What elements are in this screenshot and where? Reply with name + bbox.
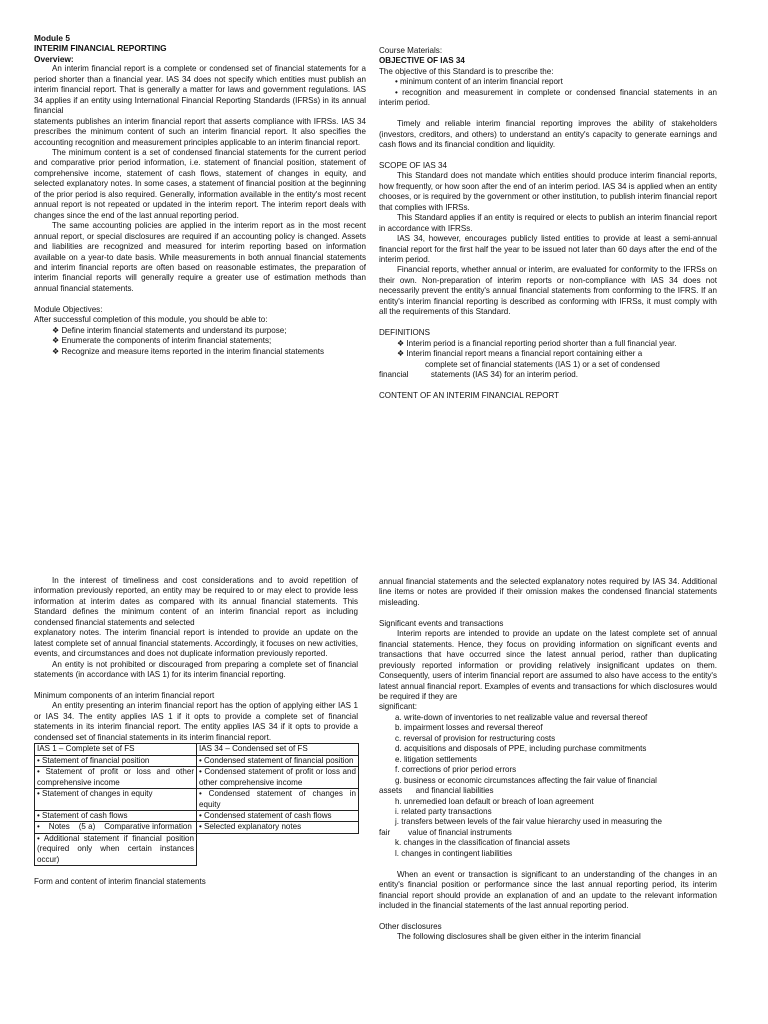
timely-paragraph: Timely and reliable interim financial reporting improves the ability of stakeholders (investors, creditors, and others) to understand an entity's capacity to generate earnings and cash flows and its financial condition and liquidity.	[379, 119, 717, 150]
table-cell: • Statement of cash flows	[35, 810, 197, 821]
list-item: f. corrections of prior period errors	[395, 765, 517, 775]
module-title: INTERIM FINANCIAL REPORTING	[34, 43, 167, 54]
page2-left-column	[34, 576, 358, 887]
overview-paragraph-1-cont: statements publishes an interim financial report that asserts compliance with IFRSs. IAS 34 prescribes the minimum content of such an interim financial report. It also specifies the accounting recognition and measurement principles applicable to an interim financial report.	[34, 116, 366, 147]
components-table	[34, 743, 359, 866]
list-item: c. reversal of provision for restructuring costs	[395, 733, 556, 743]
definition-interim-report-line-2: complete set of financial statements (IAS 1) or a set of condensed	[425, 359, 660, 369]
table-row	[35, 810, 359, 821]
minimum-components-heading: Minimum components of an interim financial report	[34, 690, 215, 700]
objective-bullet-1: • minimum content of an interim financial report	[395, 77, 563, 87]
not-prohibited-paragraph: An entity is not prohibited or discouraged from preparing a complete set of financial statements (in accordance with IAS 1) for its interim financial reporting.	[34, 659, 358, 680]
table-cell: • Condensed statement of cash flows	[197, 810, 359, 821]
list-item: d. acquisitions and disposals of PPE, including purchase commitments	[395, 744, 647, 754]
objective-item-1: ❖ Define interim financial statements and understand its purpose;	[52, 325, 287, 335]
list-item: e. litigation settlements	[395, 754, 477, 764]
list-item: i. related party transactions	[395, 806, 492, 816]
document-page-2	[0, 512, 768, 1024]
table-cell: • Statement of profit or loss and other comprehensive income	[35, 767, 197, 789]
table-cell: • Condensed statement of profit or loss and other comprehensive income	[197, 767, 359, 789]
table-cell: • Statement of changes in equity	[35, 789, 197, 811]
table-cell: • Statement of financial position	[35, 755, 197, 766]
definition-interim-report-line-3: financial statements (IAS 34) for an interim period.	[379, 370, 579, 379]
overview-paragraph-3: The same accounting policies are applied in the interim report as in the most recent annual report, or special disclosures are required if an accounting policy is changed. Assets and liabilities are recognized and measured for interim reporting based on information available on a year-to date basis. While measurements in both annual financial statements and interim financial reports are often based on reasonable estimates, the preparation of interim financial reports will generally require a greater use of estimation methods than annual financial statements.	[34, 221, 366, 293]
objective-intro: The objective of this Standard is to prescribe the:	[379, 66, 554, 76]
scope-paragraph-1: This Standard does not mandate which entities should produce interim financial reports, how frequently, or how soon after the end of an interim period. IAS 34 is applied when an entity chooses, or is required by the government or other institution, to publish interim financial report that complies with IFRSs.	[379, 171, 717, 212]
overview-label: Overview:	[34, 53, 74, 64]
table-cell: • Additional statement if financial position (required only when certain instances occur)	[35, 833, 197, 865]
list-item: k. changes in the classification of financial assets	[395, 838, 570, 848]
form-content-heading: Form and content of interim financial statements	[34, 876, 206, 886]
table-header-ias34: IAS 34 – Condensed set of FS	[197, 744, 359, 755]
objective-item-2: ❖ Enumerate the components of interim financial statements;	[52, 336, 272, 346]
scope-paragraph-2: This Standard applies if an entity is required or elects to publish an interim financial report in accordance with IFRSs.	[379, 213, 717, 233]
module-number: Module 5	[34, 33, 70, 43]
objective-item-3: ❖ Recognize and measure items reported in the interim financial statements	[52, 346, 324, 356]
table-row	[35, 767, 359, 789]
additional-items-paragraph: annual financial statements and the selected explanatory notes required by IAS 34. Additional line items or notes are provided if their omission makes the condensed financial statements misleading.	[379, 577, 717, 607]
table-row	[35, 833, 359, 865]
objectives-label: Module Objectives:	[34, 304, 103, 314]
significant-events-heading: Significant events and transactions	[379, 618, 504, 628]
objective-bullet-2: • recognition and measurement in complete or condensed financial statements in an interim period.	[379, 87, 717, 108]
table-cell-empty	[197, 833, 359, 865]
scope-paragraph-3: IAS 34, however, encourages publicly listed entities to provide at least a semi-annual financial report for the first half the year to be issued not later than 60 days after the end of the interim period.	[379, 234, 717, 265]
table-cell: • Condensed statement of changes in equity	[197, 789, 359, 811]
other-disclosures-heading: Other disclosures	[379, 921, 442, 931]
other-disclosures-paragraph: The following disclosures shall be given either in the interim financial	[397, 932, 641, 942]
objectives-intro: After successful completion of this module, you should be able to:	[34, 315, 268, 325]
list-item: h. unremedied loan default or breach of loan agreement	[395, 796, 594, 806]
significant-label: significant:	[379, 702, 418, 712]
list-item: b. impairment losses and reversal thereof	[395, 723, 543, 733]
scope-heading: SCOPE OF IAS 34	[379, 160, 447, 170]
definition-interim-report-line-1: ❖ Interim financial report means a financial report containing either a	[397, 349, 643, 359]
page2-right-column	[379, 577, 717, 943]
list-item: j. transfers between levels of the fair value hierarchy used in measuring the	[395, 817, 663, 827]
list-item-cont: fair value of financial instruments	[379, 827, 512, 837]
definitions-heading: DEFINITIONS	[379, 328, 430, 338]
minimum-components-paragraph: An entity presenting an interim financial report has the option of applying either IAS 1 or IAS 34. The entity applies IAS 1 if it opts to provide a complete set of financial statements in its interim financial report. The entity applies IAS 34 if it opts to provide a condensed set of financial statements in its interim financial report.	[34, 701, 358, 742]
content-heading: CONTENT OF AN INTERIM FINANCIAL REPORT	[379, 390, 560, 400]
scope-paragraph-4: Financial reports, whether annual or interim, are evaluated for conformity to the IFRSs on their own. Non-preparation of interim reports or non-compliance with IAS 34 does not necessarily prevent the entity's annual financial statements from conforming to the IFRS. If an entity's interim financial reporting is described as conforming with IFRSs, it must comply with all the requirements of this Standard.	[379, 265, 717, 317]
significant-events-paragraph: Interim reports are intended to provide an update on the latest complete set of annual financial statements. Hence, they focus on providing information on significant events and transactions that have occurred since the latest annual period, rather than duplicating previously reported information or providing relatively insignificant updates on them. Consequently, users of interim financial report are assumed to also have access to the entity's latest annual financial report. Examples of events and transactions for which disclosures would be required if they are	[379, 629, 717, 701]
table-row	[35, 755, 359, 766]
when-event-paragraph: When an event or transaction is significant to an understanding of the changes in an entity's financial position or performance since the last annual reporting period, its interim financial report should provide an explanation of and an update to the relevant information included in the financial statements of the last annual reporting period.	[379, 869, 717, 911]
table-cell: • Selected explanatory notes	[197, 822, 359, 833]
table-row	[35, 789, 359, 811]
overview-paragraph-1: An interim financial report is a complete or condensed set of financial statements for a period shorter than a financial year. IAS 34 does not specify which entities must publish an interim financial report. That is generally a matter for laws and government regulations. IAS 34 applies if an entity using International Financial Reporting Standards (IFRSs) in its annual financial	[34, 64, 366, 116]
page1-left-column	[34, 33, 366, 357]
list-item: a. write-down of inventories to net realizable value and reversal thereof	[395, 712, 648, 722]
table-header-ias1: IAS 1 – Complete set of FS	[35, 744, 197, 755]
table-header-row	[35, 744, 359, 755]
overview-paragraph-2: The minimum content is a set of condensed financial statements for the current period and comparative prior period information, i.e. statement of financial position, statement of comprehensive income, statement of cash flows, statement of changes in equity, and selected explanatory notes. In some cases, a statement of financial position at the beginning of the prior period is also required. Generally, information available in the entity's most recent annual report is not repeated or updated in the interim report. The interim report deals with changes since the end of the last annual reporting period.	[34, 147, 366, 220]
table-cell: • Notes (5 a) Comparative information	[35, 822, 197, 833]
list-item: g. business or economic circumstances affecting the fair value of financial	[395, 775, 657, 785]
table-cell: • Condensed statement of financial position	[197, 755, 359, 766]
page1-right-column	[379, 46, 717, 401]
definition-interim-period: ❖ Interim period is a financial reporting period shorter than a full financial year.	[397, 338, 677, 348]
interest-paragraph-cont: explanatory notes. The interim financial report is intended to provide an update on the latest complete set of annual financial statements. Accordingly, it focuses on new activities, events, and circumstances and does not duplicate information previously reported.	[34, 628, 358, 659]
course-materials-label: Course Materials:	[379, 46, 443, 55]
list-item: l. changes in contingent liabilities	[395, 848, 513, 858]
table-row	[35, 822, 359, 833]
interest-paragraph: In the interest of timeliness and cost considerations and to avoid repetition of information previously reported, an entity may be required to or may elect to provide less information at interim dates as compared with its annual financial statements. This Standard defines the minimum content of an interim financial report as including condensed financial statements and selected	[34, 576, 358, 627]
list-item-cont: assets and financial liabilities	[379, 786, 494, 796]
objective-heading: OBJECTIVE OF IAS 34	[379, 56, 465, 66]
